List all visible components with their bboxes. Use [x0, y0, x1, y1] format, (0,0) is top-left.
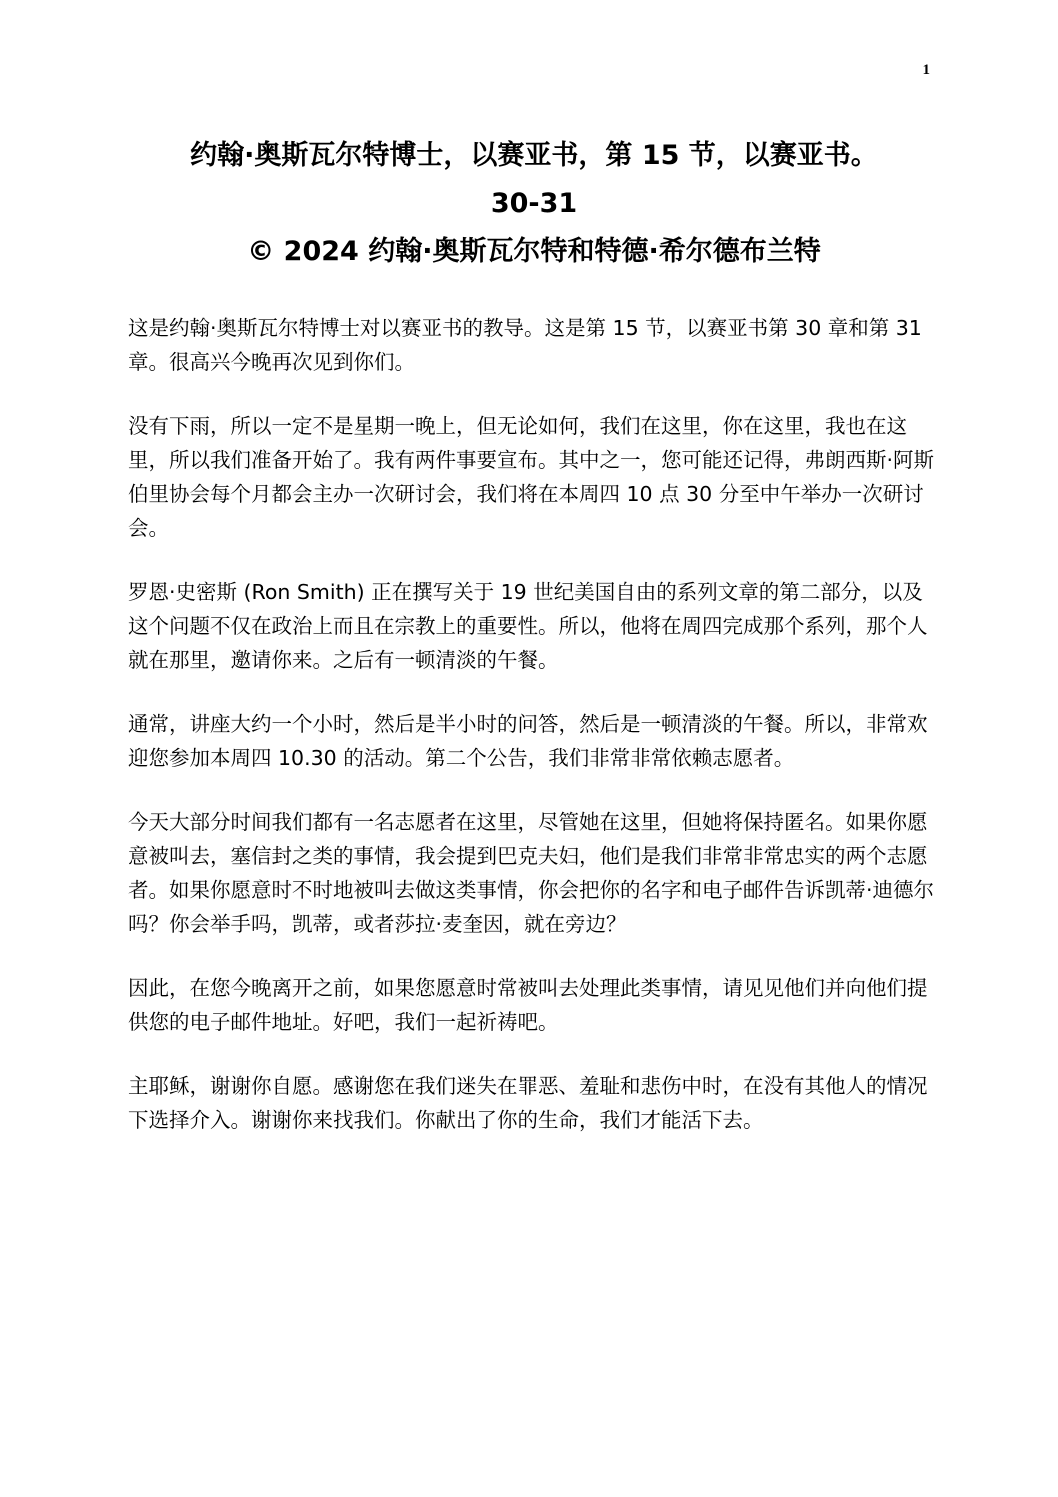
title-line-2: 30-31 [490, 188, 578, 219]
paragraph: 通常，讲座大约一个小时，然后是半小时的问答，然后是一顿清淡的午餐。所以，非常欢迎您参加本周四 10.30 的活动。第二个公告，我们非常非常依赖志愿者。 [128, 712, 928, 770]
paragraph: 没有下雨，所以一定不是星期一晚上，但无论如何，我们在这里，你在这里，我也在这里，所以我们准备开始了。我有两件事要宣布。其中之一，您可能还记得，弗朗西斯·阿斯伯里协会每个月都会主办一次研讨会，我们将在本周四 10 点 30 分至中午举办一次研讨会。 [128, 414, 935, 540]
page-number: 1 [922, 62, 930, 78]
paragraph: 今天大部分时间我们都有一名志愿者在这里，尽管她在这里，但她将保持匿名。如果你愿意被叫去，塞信封之类的事情，我会提到巴克夫妇，他们是我们非常非常忠实的两个志愿者。如果你愿意时不时地被叫去做这类事情，你会把你的名字和电子邮件告诉凯蒂·迪德尔吗？你会举手吗，凯蒂，或者莎拉·麦奎因，就在旁边？ [128, 810, 935, 936]
document-title [110, 132, 958, 276]
paragraph: 主耶稣，谢谢你自愿。感谢您在我们迷失在罪恶、羞耻和悲伤中时，在没有其他人的情况下选择介入。谢谢你来找我们。你献出了你的生命，我们才能活下去。 [128, 1074, 928, 1132]
paragraph: 这是约翰·奥斯瓦尔特博士对以赛亚书的教导。这是第 15 节，以赛亚书第 30 章和第 31 章。很高兴今晚再次见到你们。 [128, 316, 922, 374]
paragraph: 罗恩·史密斯 (Ron Smith) 正在撰写关于 19 世纪美国自由的系列文章的第二部分，以及这个问题不仅在政治上而且在宗教上的重要性。所以，他将在周四完成那个系列，那个人就在那里，邀请你来。之后有一顿清淡的午餐。 [128, 580, 928, 672]
paragraph: 因此，在您今晚离开之前，如果您愿意时常被叫去处理此类事情，请见见他们并向他们提供您的电子邮件地址。好吧，我们一起祈祷吧。 [128, 976, 928, 1034]
title-line-3: © 2024 约翰·奥斯瓦尔特和特德·希尔德布兰特 [247, 236, 821, 267]
title-line-1: 约翰·奥斯瓦尔特博士，以赛亚书，第 15 节，以赛亚书。 [190, 140, 878, 171]
document-body [128, 311, 934, 1167]
